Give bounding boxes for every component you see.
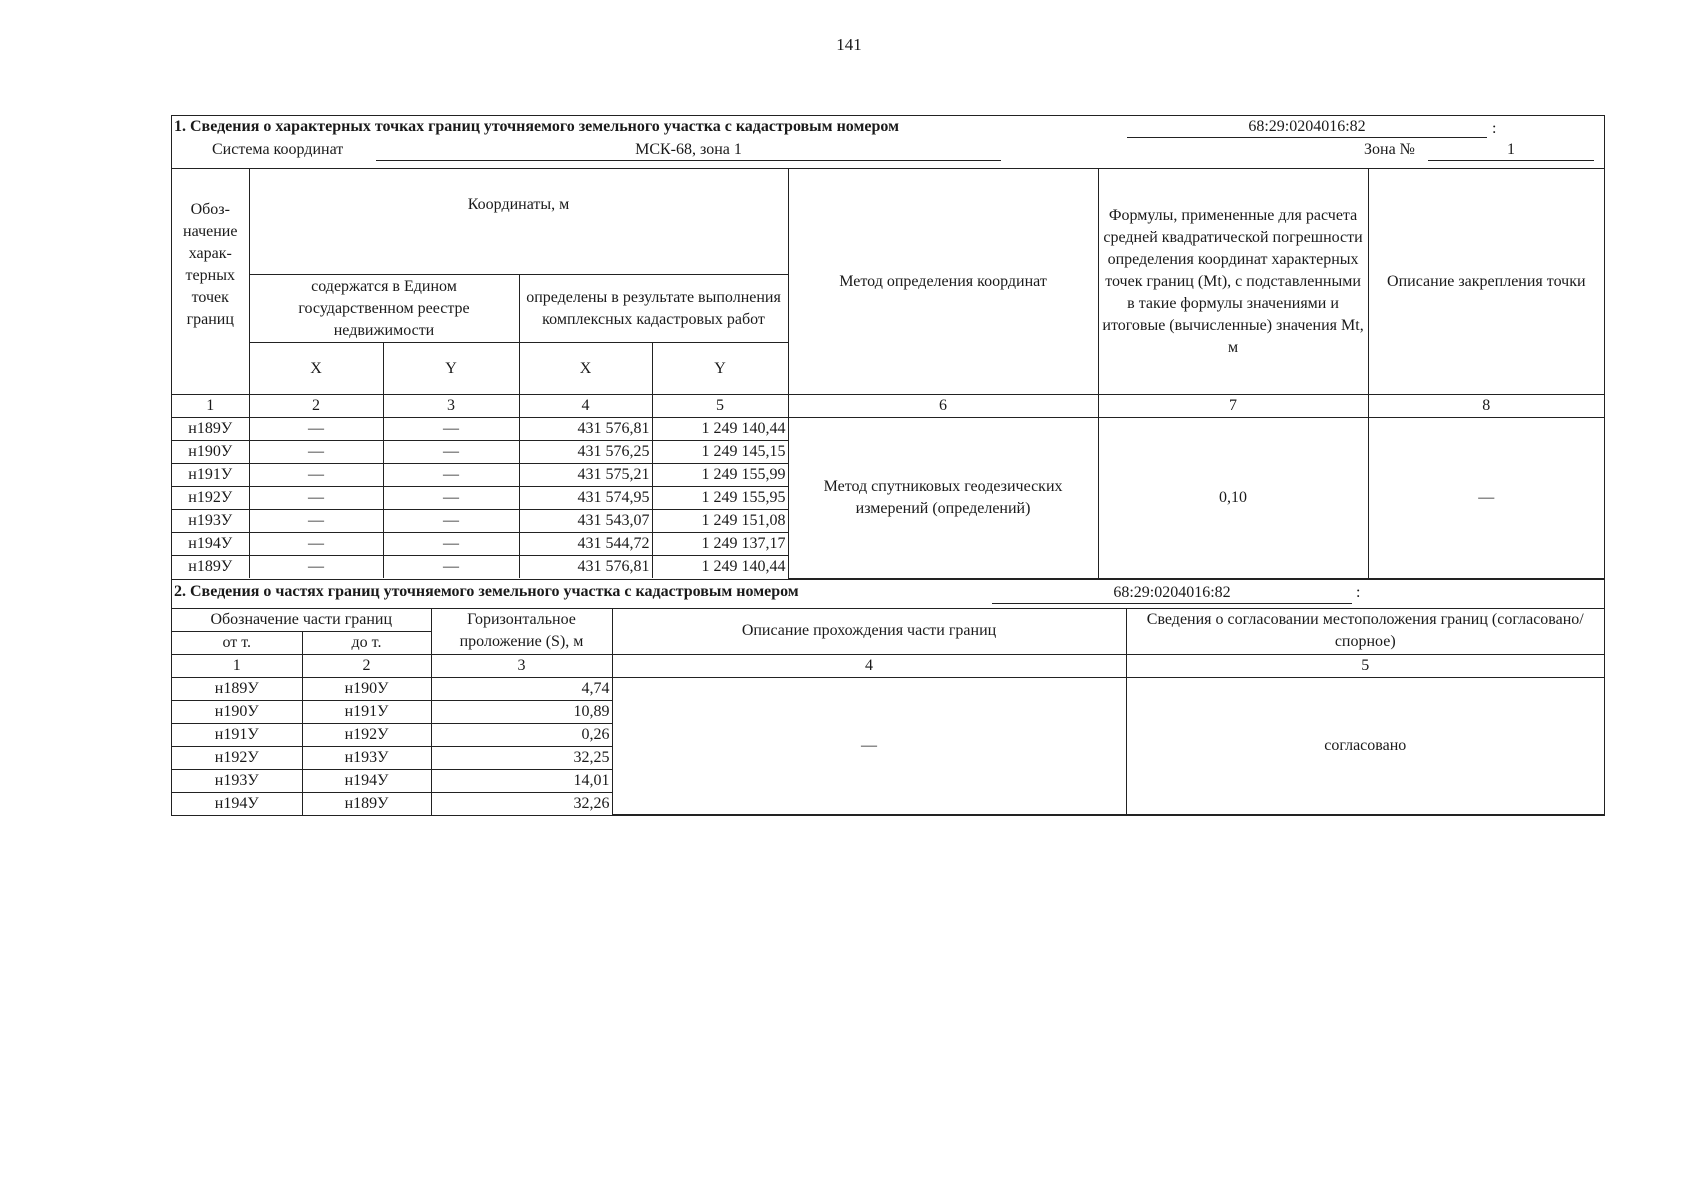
point-id: н189У [172, 556, 249, 579]
col-number: 7 [1098, 395, 1368, 418]
point-id: н191У [172, 464, 249, 487]
header-formulas: Формулы, примененные для расчета средней квадратической погрешности определения координат характерных точек границ (Mt), с подставленными в такие формулы значениями и итоговые (вычисленные) значения Mt, м [1098, 169, 1368, 395]
horizontal-length: 10,89 [431, 700, 612, 723]
boundary-parts-table [172, 608, 1604, 816]
to-point: н192У [302, 723, 431, 746]
page-number: 141 [836, 35, 862, 54]
section2-colon: : [1356, 583, 1361, 601]
point-id: н193У [172, 510, 249, 533]
header-x2: X [519, 343, 652, 395]
col-number: 5 [652, 395, 788, 418]
section1-cadastral-number: 68:29:0204016:82 [1127, 116, 1487, 138]
point-id: н194У [172, 533, 249, 556]
to-point: н191У [302, 700, 431, 723]
egrn-x: — [249, 418, 383, 441]
header-to: до т. [302, 631, 431, 654]
coord-y: 1 249 151,08 [652, 510, 788, 533]
egrn-x: — [249, 441, 383, 464]
col-number: 5 [1126, 654, 1604, 677]
from-point: н189У [172, 677, 302, 700]
header-y2: Y [652, 343, 788, 395]
col-number: 1 [172, 395, 249, 418]
from-point: н190У [172, 700, 302, 723]
egrn-y: — [383, 441, 519, 464]
coord-y: 1 249 140,44 [652, 418, 788, 441]
egrn-x: — [249, 533, 383, 556]
header-fixing: Описание закрепления точки [1368, 169, 1604, 395]
col-number: 1 [172, 654, 302, 677]
coord-system-value: МСК-68, зона 1 [376, 139, 1001, 161]
col-number: 8 [1368, 395, 1604, 418]
fixing-value: — [1368, 418, 1604, 579]
coord-x: 431 576,25 [519, 441, 652, 464]
horizontal-length: 14,01 [431, 769, 612, 792]
from-point: н193У [172, 769, 302, 792]
coord-x: 431 575,21 [519, 464, 652, 487]
egrn-x: — [249, 556, 383, 579]
to-point: н189У [302, 792, 431, 815]
coord-x: 431 576,81 [519, 556, 652, 579]
points-table [172, 169, 1604, 579]
egrn-x: — [249, 487, 383, 510]
egrn-x: — [249, 464, 383, 487]
header-designation: Обоз-начение харак-терных точек границ [172, 169, 249, 395]
section2-cadastral-number: 68:29:0204016:82 [992, 583, 1352, 604]
header-horizontal: Горизонтальное проложение (S), м [431, 608, 612, 654]
point-id: н192У [172, 487, 249, 510]
header-coordinates: Координаты, м [249, 169, 788, 275]
col-number: 4 [612, 654, 1126, 677]
header-agreement: Сведения о согласовании местоположения границ (согласовано/спорное) [1126, 608, 1604, 654]
section1-colon: : [1492, 120, 1497, 137]
horizontal-length: 4,74 [431, 677, 612, 700]
col-number: 2 [302, 654, 431, 677]
method-value: Метод спутниковых геодезических измерений (определений) [788, 418, 1098, 579]
section2-header [172, 579, 1604, 608]
coord-x: 431 574,95 [519, 487, 652, 510]
egrn-y: — [383, 464, 519, 487]
horizontal-length: 0,26 [431, 723, 612, 746]
point-id: н189У [172, 418, 249, 441]
header-egrn: содержатся в Едином государственном реестре недвижимости [249, 275, 519, 343]
from-point: н191У [172, 723, 302, 746]
coord-y: 1 249 145,15 [652, 441, 788, 464]
col-number: 3 [431, 654, 612, 677]
section1-header [172, 116, 1604, 169]
coord-y: 1 249 137,17 [652, 533, 788, 556]
col-number: 2 [249, 395, 383, 418]
egrn-y: — [383, 533, 519, 556]
col-number: 6 [788, 395, 1098, 418]
coord-y: 1 249 140,44 [652, 556, 788, 579]
egrn-x: — [249, 510, 383, 533]
egrn-y: — [383, 418, 519, 441]
header-description: Описание прохождения части границ [612, 608, 1126, 654]
agreement-value: согласовано [1126, 677, 1604, 815]
coord-y: 1 249 155,95 [652, 487, 788, 510]
horizontal-length: 32,25 [431, 746, 612, 769]
section2-title: 2. Сведения о частях границ уточняемого земельного участка с кадастровым номером [174, 582, 799, 600]
coord-system-label: Система координат [212, 141, 344, 158]
coord-x: 431 544,72 [519, 533, 652, 556]
coord-x: 431 576,81 [519, 418, 652, 441]
header-y1: Y [383, 343, 519, 395]
from-point: н192У [172, 746, 302, 769]
point-id: н190У [172, 441, 249, 464]
coord-x: 431 543,07 [519, 510, 652, 533]
col-number: 3 [383, 395, 519, 418]
to-point: н193У [302, 746, 431, 769]
table-row [172, 418, 1604, 441]
header-method: Метод определения координат [788, 169, 1098, 395]
zone-label: Зона № [1364, 141, 1415, 158]
zone-value: 1 [1428, 139, 1594, 161]
egrn-y: — [383, 556, 519, 579]
header-part-designation: Обозначение части границ [172, 608, 431, 631]
section1-title: 1. Сведения о характерных точках границ уточняемого земельного участка с кадастровым номером [174, 118, 899, 135]
header-cadastral-works: определены в результате выполнения комплексных кадастровых работ [519, 275, 788, 343]
header-x1: X [249, 343, 383, 395]
mt-value: 0,10 [1098, 418, 1368, 579]
to-point: н190У [302, 677, 431, 700]
header-from: от т. [172, 631, 302, 654]
horizontal-length: 32,26 [431, 792, 612, 815]
boundary-points-form [171, 115, 1605, 816]
to-point: н194У [302, 769, 431, 792]
description-value: — [612, 677, 1126, 815]
egrn-y: — [383, 487, 519, 510]
coord-y: 1 249 155,99 [652, 464, 788, 487]
from-point: н194У [172, 792, 302, 815]
col-number: 4 [519, 395, 652, 418]
table-row [172, 677, 1604, 700]
egrn-y: — [383, 510, 519, 533]
